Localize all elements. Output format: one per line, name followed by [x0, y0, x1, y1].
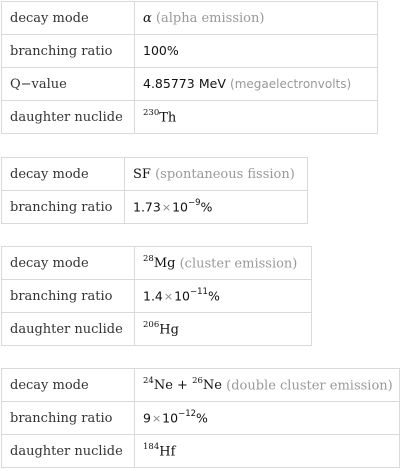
table-row: [2, 2, 378, 35]
q-value-number: 4.85773: [143, 76, 195, 91]
row-label: decay mode: [2, 247, 135, 280]
decay-mode-symbol: α: [143, 10, 152, 26]
times-sign: ×: [161, 201, 172, 215]
mantissa: 9: [143, 410, 151, 426]
element-symbol: Ne: [202, 378, 222, 394]
decay-mode-value: [135, 247, 312, 280]
table-row: [2, 280, 312, 313]
mantissa: 1.73: [133, 199, 161, 215]
branching-ratio-value: [135, 35, 378, 68]
table-row: [2, 402, 400, 435]
element-symbol: Hf: [159, 444, 176, 460]
alpha-decay-table: [1, 1, 378, 134]
table-row: [2, 191, 308, 224]
table-row: [2, 313, 312, 346]
element-symbol: Ne: [153, 378, 173, 394]
row-label: daughter nuclide: [2, 435, 135, 468]
q-value-unit: MeV: [198, 76, 226, 91]
decay-mode-note: (alpha emission): [155, 10, 265, 26]
branching-ratio-value: [125, 191, 308, 224]
row-label: daughter nuclide: [2, 101, 135, 134]
mass-number: 24: [143, 375, 154, 386]
cluster-decay-table: [1, 246, 312, 346]
fission-decay-table: [1, 157, 308, 224]
table-row: [2, 369, 400, 402]
plus-sign: +: [172, 378, 193, 394]
table-row: [2, 68, 378, 101]
percent-unit: %: [207, 288, 220, 304]
mass-number: 26: [192, 375, 203, 386]
element-symbol: Mg: [153, 256, 176, 272]
row-label: decay mode: [2, 158, 125, 191]
decay-mode-value: [135, 369, 400, 402]
element-symbol: Th: [159, 110, 177, 126]
row-label: daughter nuclide: [2, 313, 135, 346]
table-row: [2, 435, 400, 468]
decay-mode-value: [125, 158, 308, 191]
base: 10: [172, 199, 188, 215]
base: 10: [174, 288, 191, 304]
percent-unit: %: [196, 410, 208, 426]
daughter-nuclide-value: [135, 313, 312, 346]
base: 10: [162, 410, 179, 426]
row-label: branching ratio: [2, 402, 135, 435]
mass-number: 28: [143, 253, 154, 264]
branching-ratio-value: [135, 280, 312, 313]
mass-number: 230: [143, 107, 160, 118]
q-value: [135, 68, 378, 101]
q-value-note: (megaelectronvolts): [230, 77, 352, 91]
table-row: [2, 158, 308, 191]
branching-ratio-number: 100%: [143, 43, 179, 58]
row-label: Q−value: [2, 68, 135, 101]
double-cluster-decay-table: [1, 368, 400, 468]
mantissa: 1.4: [143, 288, 163, 304]
row-label: decay mode: [2, 2, 135, 35]
percent-unit: %: [200, 199, 213, 215]
decay-mode-note: (double cluster emission): [226, 378, 393, 394]
times-sign: ×: [151, 412, 162, 426]
mass-number: 206: [143, 319, 160, 330]
mass-number: 184: [143, 441, 160, 452]
table-row: [2, 247, 312, 280]
row-label: decay mode: [2, 369, 135, 402]
decay-mode-note: (spontaneous fission): [155, 166, 295, 182]
element-symbol: Hg: [159, 322, 179, 338]
daughter-nuclide-value: [135, 435, 400, 468]
decay-mode-note: (cluster emission): [179, 256, 298, 272]
exponent: −9: [187, 197, 201, 208]
table-row: [2, 35, 378, 68]
exponent: −12: [178, 408, 197, 419]
row-label: branching ratio: [2, 280, 135, 313]
branching-ratio-value: [135, 402, 400, 435]
decay-mode-symbol: SF: [133, 166, 151, 182]
row-label: branching ratio: [2, 191, 125, 224]
decay-mode-value: [135, 2, 378, 35]
table-row: [2, 101, 378, 134]
exponent: −11: [190, 286, 208, 297]
row-label: branching ratio: [2, 35, 135, 68]
daughter-nuclide-value: [135, 101, 378, 134]
times-sign: ×: [163, 290, 174, 304]
